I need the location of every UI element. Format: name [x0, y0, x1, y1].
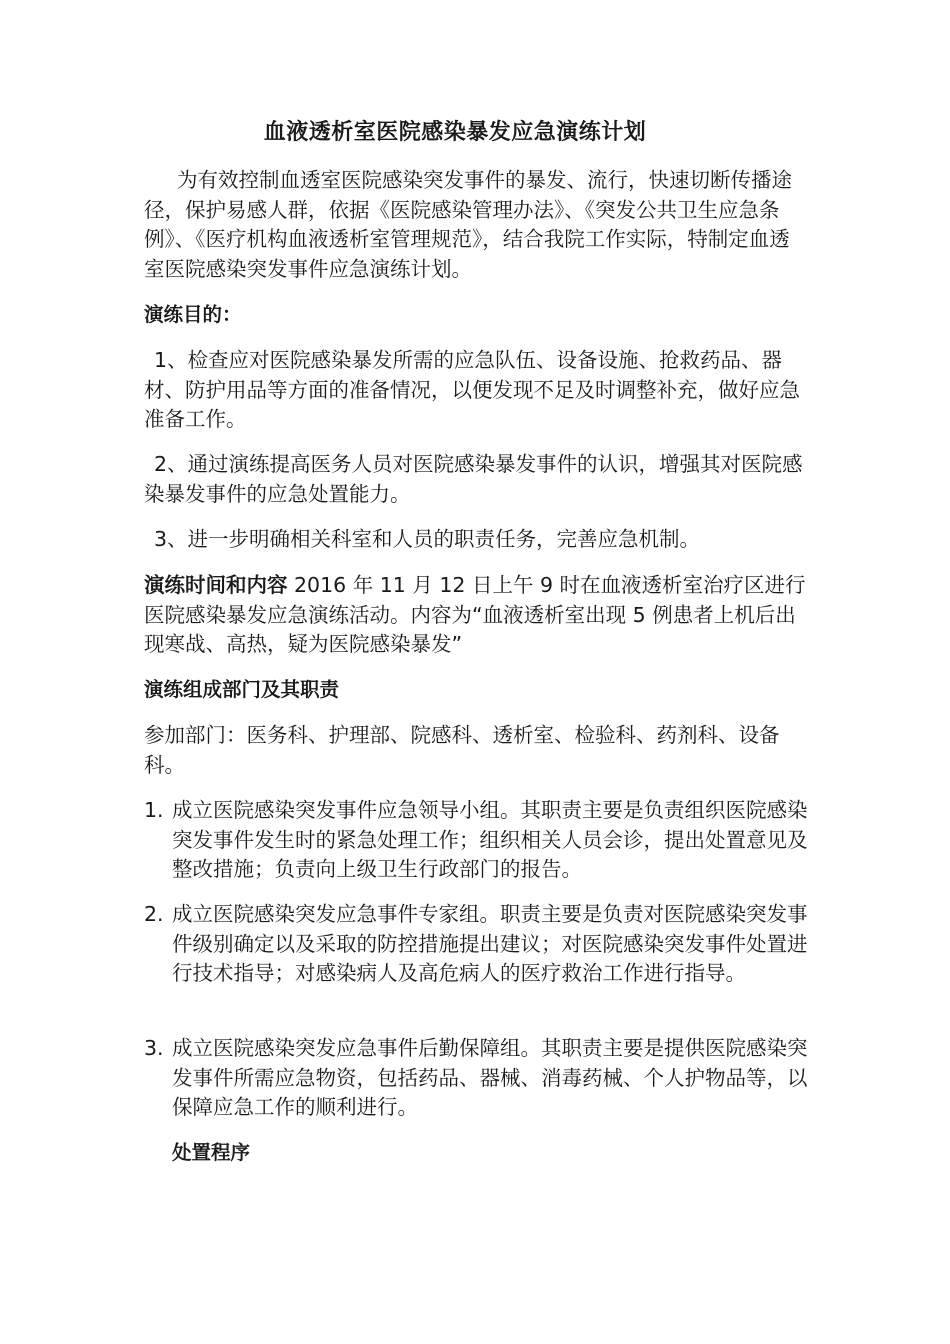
purpose-item-1: 1、检查应对医院感染暴发所需的应急队伍、设备设施、抢救药品、器材、防护用品等方面的准备情况，以便发现不足及时调整补充，做好应急准备工作。	[144, 348, 800, 431]
purpose-heading: 演练目的：	[144, 303, 242, 326]
list-item-text: 成立医院感染突发事件应急领导小组。其职责主要是负责组织医院感染突发事件发生时的紧急处理工作；组织相关人员会诊，提出处置意见及整改措施；负责向上级卫生行政部门的报告。	[172, 798, 808, 881]
document-title: 血液透析室医院感染暴发应急演练计划	[263, 120, 647, 145]
list-item-number: 1.	[144, 798, 164, 822]
list-item-number: 2.	[144, 902, 164, 926]
dept-paragraph: 参加部门：医务科、护理部、院感科、透析室、检验科、药剂科、设备科。	[144, 723, 780, 777]
list-item-text: 成立医院感染突发应急事件后勤保障组。其职责主要是提供医院感染突发事件所需应急物资，包括药品、器械、消毒药械、个人护物品等，以保障应急工作的顺利进行。	[172, 1036, 808, 1119]
list-item	[144, 900, 808, 989]
list-item-number: 3.	[144, 1036, 164, 1060]
dept-heading: 演练组成部门及其职责	[144, 678, 340, 701]
list-item-text: 成立医院感染突发应急事件专家组。职责主要是负责对医院感染突发事件级别确定以及采取的防控措施提出建议；对医院感染突发事件处置进行技术指导；对感染病人及高危病人的医疗救治工作进行指导。	[172, 902, 808, 985]
intro-paragraph: 为有效控制血透室医院感染突发事件的暴发、流行，快速切断传播途径，保护易感人群，依据《医院感染管理办法》、《突发公共卫生应急条例》、《医疗机构血液透析室管理规范》，结合我院工作实际，特制定血透室医院感染突发事件应急演练计划。	[144, 168, 792, 281]
list-item	[144, 1034, 808, 1123]
time-text: 2016 年 11 月 12 日上午 9 时在血液透析室治疗区进行医院感染暴发应急演练活动。内容为“血液透析室出现 5 例患者上机后出现寒战、高热，疑为医院感染暴发”	[144, 573, 806, 656]
list-item	[144, 796, 808, 885]
purpose-item-2: 2、通过演练提高医务人员对医院感染暴发事件的认识，增强其对医院感染暴发事件的应急处置能力。	[144, 452, 803, 506]
purpose-item-3: 3、进一步明确相关科室和人员的职责任务，完善应急机制。	[154, 527, 701, 551]
procedure-heading: 处置程序	[172, 1141, 251, 1164]
time-heading: 演练时间和内容	[144, 573, 288, 597]
time-content-paragraph	[144, 571, 808, 660]
